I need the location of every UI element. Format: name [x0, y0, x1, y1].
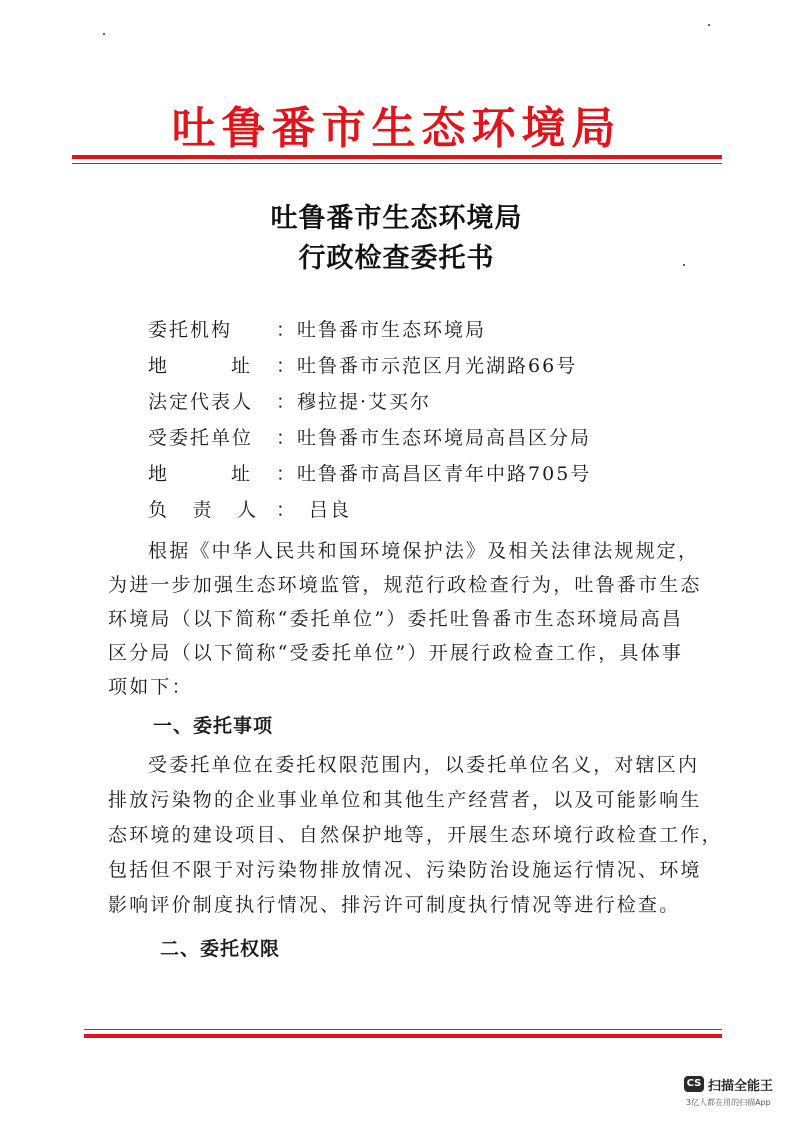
field-value: 穆拉提·艾买尔	[297, 391, 432, 413]
footer-rule-thin	[84, 1029, 722, 1030]
section1-paragraph-line: 排放污染物的企业事业单位和其他生产经营者，以及可能影响生	[108, 789, 702, 811]
field-label: 地 址	[148, 355, 252, 377]
field-colon: ：	[276, 427, 298, 449]
document-title-line2: 行政检查委托书	[298, 243, 495, 274]
intro-paragraph-line: 区分局（以下简称“受委托单位”）开展行政检查工作，具体事	[108, 642, 684, 664]
intro-paragraph-line: 环境局（以下简称“委托单位”）委托吐鲁番市生态环境局高昌	[108, 608, 684, 630]
field-value: 吐鲁番市示范区月光湖路66号	[297, 355, 578, 377]
intro-paragraph-line: 为进一步加强生态环境监管，规范行政检查行为，吐鲁番市生态	[108, 574, 702, 596]
footer-rule-thick	[84, 1034, 722, 1038]
intro-paragraph-line: 项如下：	[108, 676, 193, 698]
scanner-logo-icon: CS	[684, 1076, 704, 1092]
field-row-unit-address	[148, 459, 591, 486]
letterhead-rule-thin	[72, 163, 722, 164]
intro-paragraph-line: 根据《中华人民共和国环境保护法》及相关法律法规规定，	[148, 540, 700, 562]
field-colon: ：	[276, 319, 298, 341]
field-value: 吐鲁番市高昌区青年中路705号	[297, 463, 592, 485]
section-heading-1: 一、委托事项	[153, 715, 274, 737]
field-row-entrusted-unit	[148, 423, 591, 450]
field-value: 吕良	[309, 499, 352, 521]
field-colon: ：	[276, 499, 298, 521]
field-colon: ：	[276, 391, 298, 413]
section1-paragraph-line: 受委托单位在委托权限范围内，以委托单位名义，对辖区内	[148, 754, 700, 776]
field-row-entrusting-agency	[148, 315, 486, 342]
field-row-agency-address	[148, 351, 577, 378]
letterhead-rule-thick	[72, 155, 722, 159]
field-value: 吐鲁番市生态环境局	[297, 319, 487, 341]
field-colon: ：	[276, 463, 298, 485]
scan-speck	[103, 33, 105, 35]
scanner-app-name: 扫描全能王	[708, 1079, 774, 1094]
section-heading-2: 二、委托权限	[160, 938, 281, 960]
scanner-slogan: 3亿人都在用的扫描App	[686, 1098, 771, 1107]
field-row-person-in-charge	[148, 495, 351, 522]
field-value: 吐鲁番市生态环境局高昌区分局	[297, 427, 592, 449]
field-row-legal-representative	[148, 387, 431, 414]
scan-speck	[708, 24, 710, 26]
section1-paragraph-line: 影响评价制度执行情况、排污许可制度执行情况等进行检查。	[108, 894, 681, 916]
field-label: 负 责 人	[148, 499, 258, 521]
section1-paragraph-line: 态环境的建设项目、自然保护地等，开展生态环境行政检查工作，	[108, 824, 723, 846]
field-label: 法定代表人	[148, 391, 254, 413]
field-label: 受委托单位	[148, 427, 254, 449]
field-colon: ：	[276, 355, 298, 377]
field-label: 地 址	[148, 463, 252, 485]
document-title-line1: 吐鲁番市生态环境局	[270, 203, 523, 234]
section1-paragraph-line: 包括但不限于对污染物排放情况、污染防治设施运行情况、环境	[108, 859, 702, 881]
letterhead-title: 吐鲁番市生态环境局	[171, 103, 622, 154]
field-label: 委托机构	[148, 319, 233, 341]
